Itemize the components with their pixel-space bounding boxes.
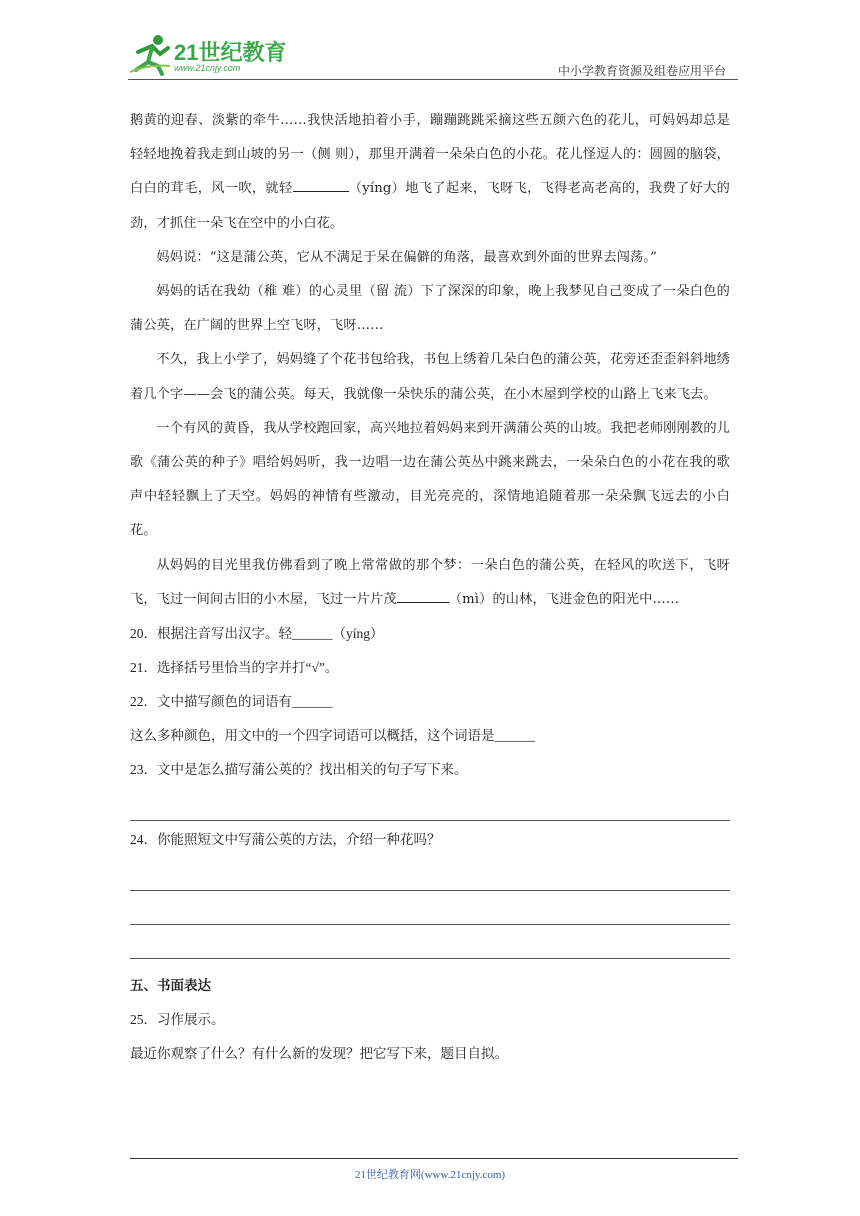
question-22-followup: 这么多种颜色，用文中的一个四字词语可以概括，这个词语是______ bbox=[130, 728, 535, 744]
header-platform-text: 中小学教育资源及组卷应用平台 bbox=[557, 64, 726, 78]
logo bbox=[128, 30, 298, 78]
footer-text: 21世纪教育网(www.21cnjy.com) bbox=[354, 1169, 506, 1181]
footer-divider bbox=[130, 1158, 738, 1159]
header-divider bbox=[128, 79, 738, 80]
paragraph-4: 不久，我上小学了，妈妈缝了个花书包给我，书包上绣着几朵白色的蒲公英，花旁还歪歪斜斜地绣着几个字——会飞的蒲公英。每天，我就像一朵快乐的蒲公英，在小木屋到学校的山路上飞来飞去。 bbox=[130, 352, 730, 402]
question-22: 22．文中描写颜色的词语有______ bbox=[130, 694, 333, 710]
section-title-5: 五、书面表达 bbox=[130, 978, 211, 994]
fill-blank-mi[interactable] bbox=[397, 588, 449, 603]
runner-logo-icon bbox=[128, 32, 172, 76]
paragraph-5: 一个有风的黄昏，我从学校跑回家，高兴地拉着妈妈来到开满蒲公英的山坡。我把老师刚刚教的儿歌《蒲公英的种子》唱给妈妈听，我一边唱一边在蒲公英丛中跳来跳去，一朵朵白色的小花在我的歌声中轻轻飘上了天空。妈妈的神情有些激动，目光亮亮的，深情地追随着那一朵朵飘飞远去的小白花。 bbox=[130, 420, 730, 539]
question-21: 21．选择括号里恰当的字并打“√”。 bbox=[130, 660, 339, 676]
paragraph-6: 从妈妈的目光里我仿佛看到了晚上常常做的那个梦：一朵白色的蒲公英，在轻风的吹送下，飞呀飞，飞过一间间古旧的小木屋，飞过一片片茂 （mì）的山林，飞进金色的阳光中…… bbox=[130, 557, 730, 607]
answer-line-23[interactable] bbox=[130, 787, 730, 821]
paragraph-1: 鹅黄的迎春、淡紫的牵牛……我快活地拍着小手，蹦蹦跳跳采摘这些五颜六色的花儿，可妈妈却总是轻轻地挽着我走到山坡的另一（侧 则），那里开满着一朵朵白色的小花。花儿怪逗人的：圆圆的脑袋，白白的茸毛，风一吹，就轻 （yíng）地飞了起来，飞呀飞，飞得老高老高的，我费了好大的劲，才抓住一朵飞在空中的小白花。 bbox=[130, 113, 730, 231]
fill-blank-ying[interactable] bbox=[293, 177, 349, 192]
question-23: 23．文中是怎么描写蒲公英的？找出相关的句子写下来。 bbox=[130, 762, 468, 778]
page-header bbox=[128, 30, 738, 80]
logo-text: 21世纪教育 bbox=[174, 40, 287, 65]
paragraph-2: 妈妈说：“这是蒲公英，它从不满足于呆在偏僻的角落，最喜欢到外面的世界去闯荡。” bbox=[156, 249, 658, 265]
writing-prompt: 最近你观察了什么？有什么新的发现？把它写下来，题目自拟。 bbox=[130, 1046, 508, 1062]
question-25: 25．习作展示。 bbox=[130, 1012, 225, 1028]
logo-url: www.21cnjy.com bbox=[174, 63, 241, 73]
answer-line-24-1[interactable] bbox=[130, 857, 730, 891]
question-24: 24．你能照短文中写蒲公英的方法，介绍一种花吗？ bbox=[130, 832, 441, 848]
paragraph-3: 妈妈的话在我幼（稚 难）的心灵里（留 流）下了深深的印象，晚上我梦见自己变成了一朵白色的蒲公英，在广阔的世界上空飞呀，飞呀…… bbox=[130, 284, 730, 334]
answer-line-24-2[interactable] bbox=[130, 891, 730, 925]
document-body bbox=[130, 104, 730, 1071]
question-20: 20．根据注音写出汉字。轻______（yíng） bbox=[130, 626, 384, 642]
answer-line-24-3[interactable] bbox=[130, 925, 730, 959]
